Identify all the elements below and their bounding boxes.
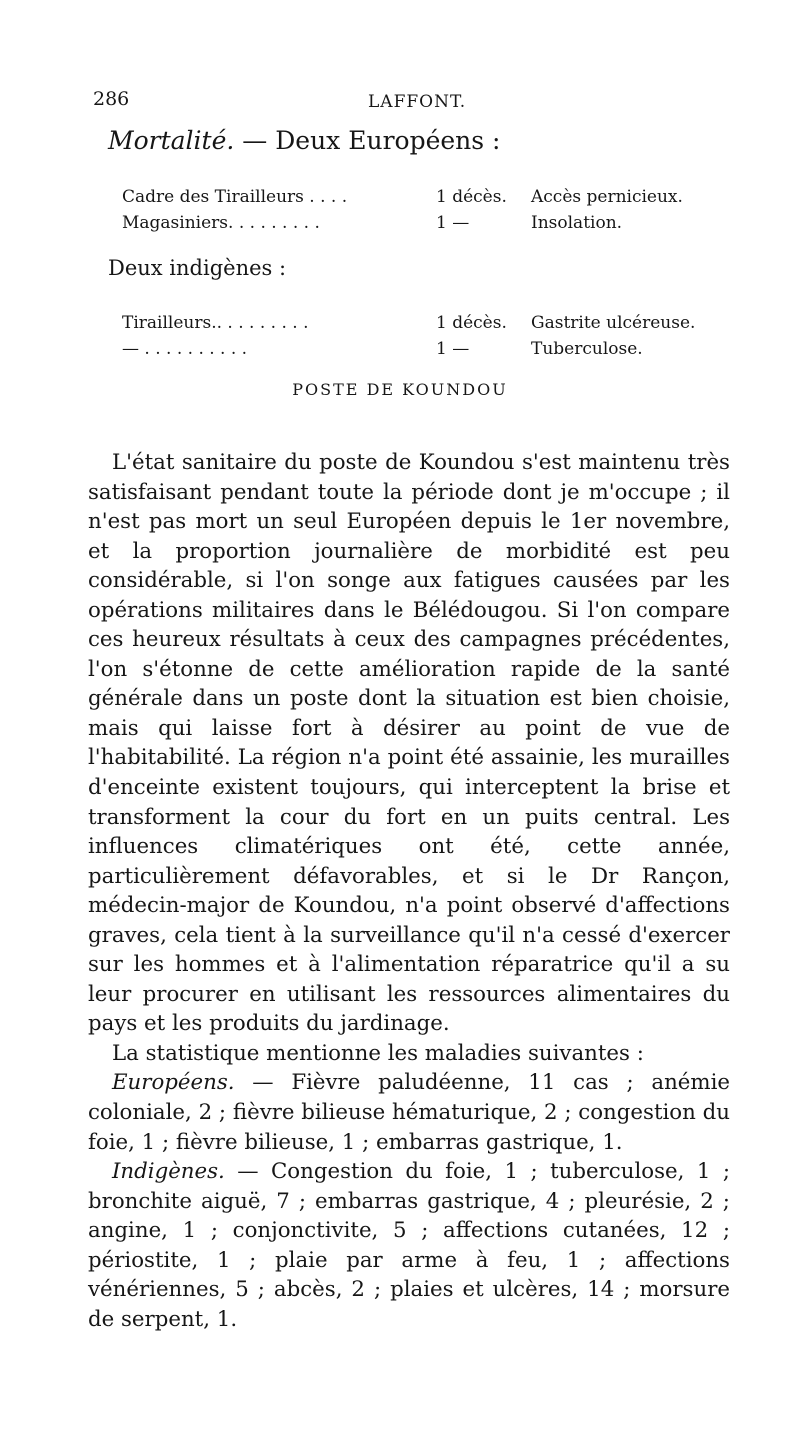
page-header bbox=[0, 88, 800, 118]
paragraph bbox=[88, 1068, 730, 1157]
row-count: 1 décès. bbox=[436, 313, 507, 333]
section-title: POSTE DE KOUNDOU bbox=[292, 380, 508, 399]
row-label: Magasiniers. . . . . . . . . bbox=[122, 213, 320, 233]
row-cause: Accès pernicieux. bbox=[531, 187, 683, 207]
row-count: 1 — bbox=[436, 339, 470, 359]
row-count: 1 décès. bbox=[436, 187, 507, 207]
mortality-row bbox=[0, 213, 800, 239]
row-cause: Tuberculose. bbox=[531, 339, 643, 359]
row-label: Tirailleurs.. . . . . . . . . bbox=[122, 313, 309, 333]
mortality-row bbox=[0, 313, 800, 339]
paragraph-text: — Fièvre paludéenne, 11 cas ; anémie coloniale, 2 ; fièvre bilieuse hématurique, 2 ; congestion du foie, 1 ; fièvre bilieuse, 1 ; embarras gastrique, 1. bbox=[88, 1070, 730, 1155]
mortality-subtitle: — Deux Européens : bbox=[242, 126, 501, 155]
row-cause: Gastrite ulcéreuse. bbox=[531, 313, 696, 333]
paragraph-lead: Indigènes. bbox=[112, 1159, 225, 1185]
mortality-row bbox=[0, 187, 800, 213]
paragraph-lead: Européens. bbox=[112, 1070, 235, 1096]
row-count: 1 — bbox=[436, 213, 470, 233]
natives-heading: Deux indigènes : bbox=[108, 256, 287, 280]
page-number: 286 bbox=[93, 88, 130, 110]
mortality-row bbox=[0, 339, 800, 365]
running-head: LAFFONT. bbox=[368, 92, 467, 112]
paragraph: L'état sanitaire du poste de Koundou s'est maintenu très satisfaisant pendant toute la période dont je m'occupe ; il n'est pas mort un seul Européen depuis le 1er novembre, et la proportion journalière de morbidité est peu considérable, si l'on songe aux fatigues causées par les opérations militaires dans le Bélédougou. Si l'on compare ces heureux résultats à ceux des campagnes précédentes, l'on s'étonne de cette amélioration rapide de la santé générale dans un poste dont la situation est bien choisie, mais qui laisse fort à désirer au point de vue de l'habitabilité. La région n'a point été assainie, les murailles d'enceinte existent toujours, qui interceptent la brise et transforment la cour du fort en un puits central. Les influences climatériques ont été, cette année, particulièrement défavorables, et si le Dr Rançon, médecin-major de Koundou, n'a point observé d'affections graves, cela tient à la surveillance qu'il n'a cessé d'exercer sur les hommes et à l'alimentation réparatrice qu'il a su leur procurer en utilisant les ressources alimentaires du pays et les produits du jardinage. bbox=[88, 450, 730, 1037]
row-label: — . . . . . . . . . . bbox=[122, 339, 248, 359]
row-cause: Insolation. bbox=[531, 213, 623, 233]
mortality-title: Mortalité. bbox=[108, 126, 235, 155]
body-text bbox=[88, 448, 730, 1334]
paragraph bbox=[88, 1157, 730, 1334]
paragraph-text: — Congestion du foie, 1 ; tuberculose, 1 ; bronchite aiguë, 7 ; embarras gastrique, 4 ; pleurésie, 2 ; angine, 1 ; conjonctivite, 5 ; affections cutanées, 12 ; périostite, 1 ; plaie par arme à feu, 1 ; affections vénériennes, 5 ; abcès, 2 ; plaies et ulcères, 14 ; morsure de serpent, 1. bbox=[88, 1159, 730, 1332]
row-label: Cadre des Tirailleurs . . . . bbox=[122, 187, 348, 207]
paragraph: La statistique mentionne les maladies suivantes : bbox=[112, 1040, 644, 1066]
mortality-heading bbox=[108, 126, 500, 155]
